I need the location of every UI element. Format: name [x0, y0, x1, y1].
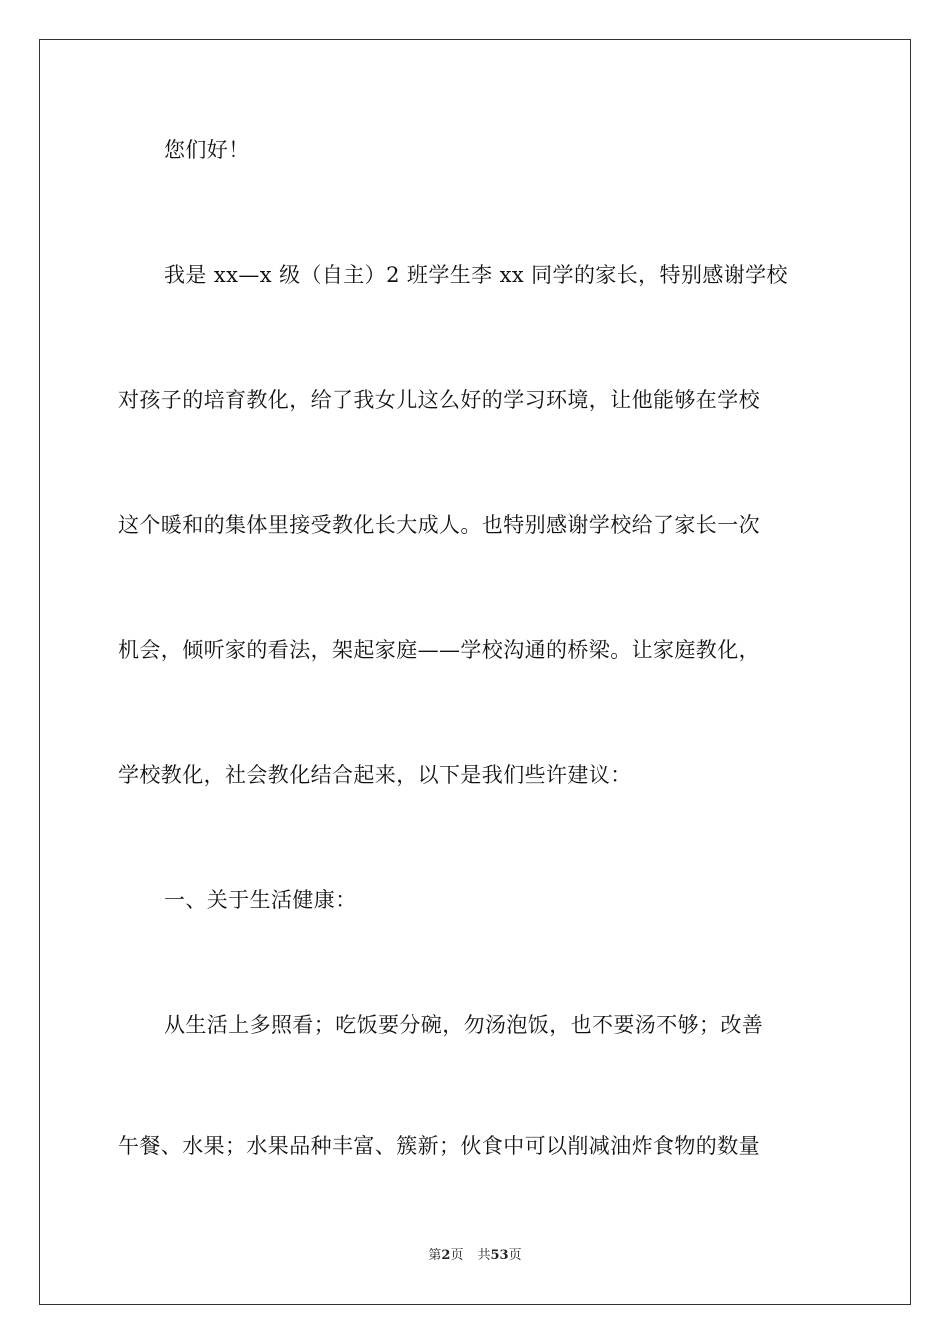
paragraph-line: 机会，倾听家的看法，架起家庭——学校沟通的桥梁。让家庭教化，: [118, 638, 760, 662]
footer-total-prefix: 共: [477, 1248, 491, 1263]
paragraph-line: 从生活上多照看；吃饭要分碗，勿汤泡饭，也不要汤不够；改善: [164, 1013, 764, 1037]
footer-page-number: 2: [441, 1248, 451, 1263]
footer-page-suffix: 页: [450, 1248, 464, 1263]
footer-total-suffix: 页: [508, 1248, 522, 1263]
paragraph-line: 我是 xx—x 级（自主）2 班学生李 xx 同学的家长，特别感谢学校: [164, 263, 788, 287]
paragraph-line: 这个暖和的集体里接受教化长大成人。也特别感谢学校给了家长一次: [118, 513, 760, 537]
section-heading: 一、关于生活健康：: [164, 888, 357, 912]
page-border: [39, 39, 911, 1305]
footer-page-prefix: 第: [428, 1248, 442, 1263]
paragraph-line: 学校教化，社会教化结合起来，以下是我们些许建议：: [118, 763, 632, 787]
footer-total-pages: 53: [490, 1248, 509, 1263]
paragraph-line: 对孩子的培育教化，给了我女儿这么好的学习环境，让他能够在学校: [118, 388, 760, 412]
greeting-line: 您们好！: [164, 138, 250, 162]
page-footer: [0, 1246, 950, 1266]
paragraph-line: 午餐、水果；水果品种丰富、簇新；伙食中可以削减油炸食物的数量: [118, 1134, 760, 1158]
